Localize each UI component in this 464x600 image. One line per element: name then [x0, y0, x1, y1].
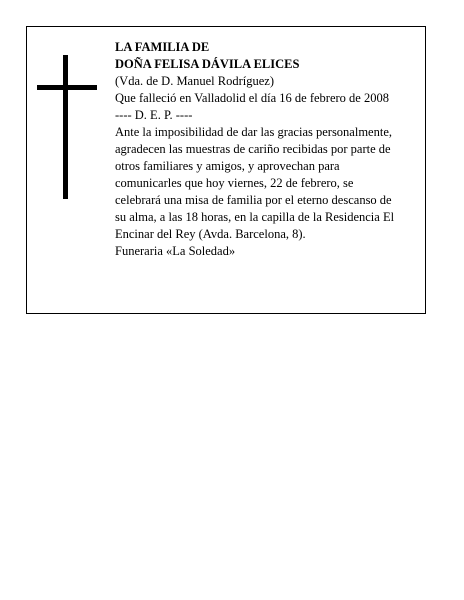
notice-text-block [115, 39, 421, 260]
death-line: Que falleció en Valladolid el día 16 de febrero de 2008 [115, 91, 389, 105]
body-line: celebrará una misa de familia por el eterno descanso de [115, 193, 392, 207]
body-line: Encinar del Rey (Avda. Barcelona, 8). [115, 227, 306, 241]
notice-heading-line2: DOÑA FELISA DÁVILA ELICES [115, 57, 300, 71]
cross-icon [37, 55, 97, 199]
body-line: Ante la imposibilidad de dar las gracias personalmente, [115, 125, 392, 139]
body-line: comunicarles que hoy viernes, 22 de febrero, se [115, 176, 354, 190]
notice-heading-line1: LA FAMILIA DE [115, 40, 210, 54]
body-line: agradecen las muestras de cariño recibidas por parte de [115, 142, 391, 156]
cross-horizontal-bar [37, 85, 97, 90]
rip-line: ---- D. E. P. ---- [115, 108, 193, 122]
body-line: otros familiares y amigos, y aprovechan para [115, 159, 340, 173]
funeral-home-line: Funeraria «La Soledad» [115, 244, 236, 258]
obituary-notice [26, 26, 426, 314]
widow-of-line: (Vda. de D. Manuel Rodríguez) [115, 74, 274, 88]
body-line: su alma, a las 18 horas, en la capilla de la Residencia El [115, 210, 395, 224]
cross-vertical-bar [63, 55, 68, 199]
